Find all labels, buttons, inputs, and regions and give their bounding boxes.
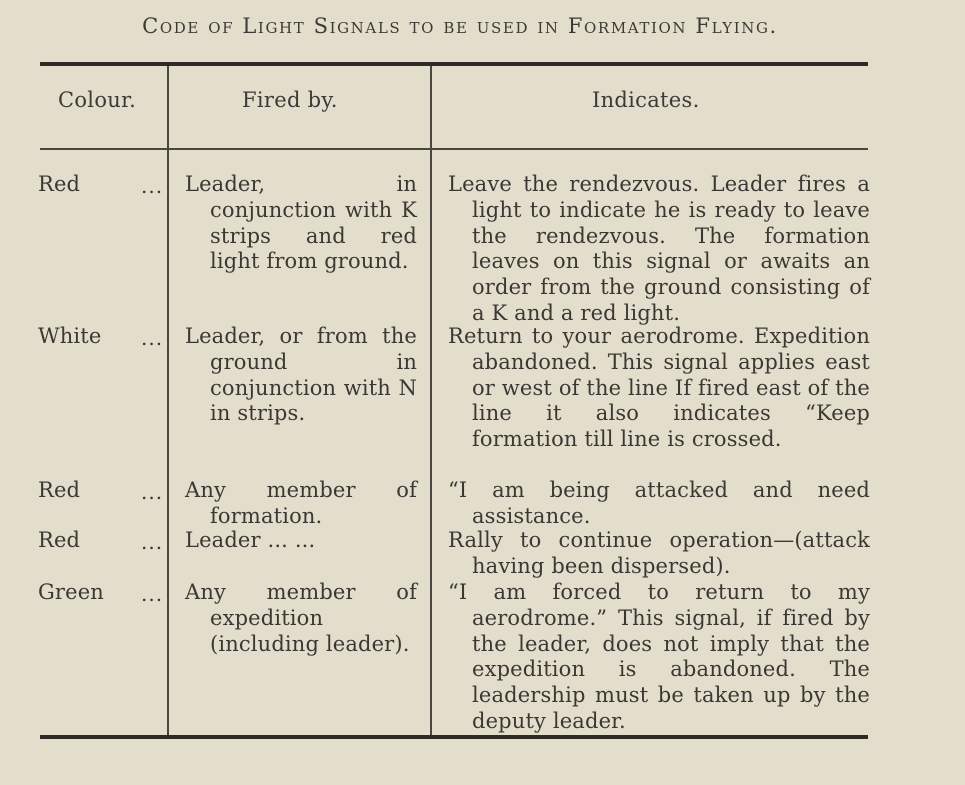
row-fired-by: Any member of expedition (including leader).	[185, 580, 417, 656]
header-colour: Colour.	[58, 88, 137, 112]
row-colour: Red	[38, 528, 81, 552]
leader-dots: ...	[141, 480, 164, 504]
header-fired-by: Fired by.	[242, 88, 338, 112]
leader-dots: ...	[141, 326, 164, 350]
row-colour: White	[38, 324, 102, 348]
row-colour: Red	[38, 478, 81, 502]
row-fired-by: Leader ... ...	[185, 528, 316, 552]
row-colour: Green	[38, 580, 104, 604]
column-divider	[167, 150, 169, 735]
leader-dots: ...	[141, 582, 164, 606]
row-indicates: Rally to continue operation—(attack having been dispersed).	[448, 528, 870, 578]
leader-dots: ...	[141, 530, 164, 554]
column-divider	[167, 66, 169, 148]
row-colour: Red	[38, 172, 81, 196]
column-divider	[430, 150, 432, 735]
row-indicates: “I am being attacked and need assistance.	[448, 478, 870, 528]
row-fired-by: Leader, in conjunction with K strips and red light from ground.	[185, 172, 417, 274]
row-fired-by: Any member of formation.	[185, 478, 417, 528]
top-rule	[40, 62, 868, 66]
column-divider	[430, 66, 432, 148]
leader-dots: ...	[141, 174, 164, 198]
table-title: Code of Light Signals to be used in Formation Flying.	[142, 14, 778, 38]
header-indicates: Indicates.	[592, 88, 700, 112]
row-indicates: Return to your aerodrome. Expedition abandoned. This signal applies east or west of the line If fired east of the line it also indicates “Keep formation till line is crossed.	[448, 324, 871, 452]
header-rule	[40, 148, 868, 150]
bottom-rule	[40, 735, 868, 739]
row-indicates: “I am forced to return to my aerodrome.” This signal, if fired by the leader, does not imply that the expedition is abandoned. The leadership must be taken up by the deputy leader.	[448, 580, 870, 733]
row-indicates: Leave the rendezvous. Leader fires a light to indicate he is ready to leave the rendezvous. The formation leaves on this signal or awaits an order from the ground consisting of a K and a red light.	[448, 172, 870, 325]
row-fired-by: Leader, or from the ground in conjunction with N in strips.	[185, 324, 417, 426]
